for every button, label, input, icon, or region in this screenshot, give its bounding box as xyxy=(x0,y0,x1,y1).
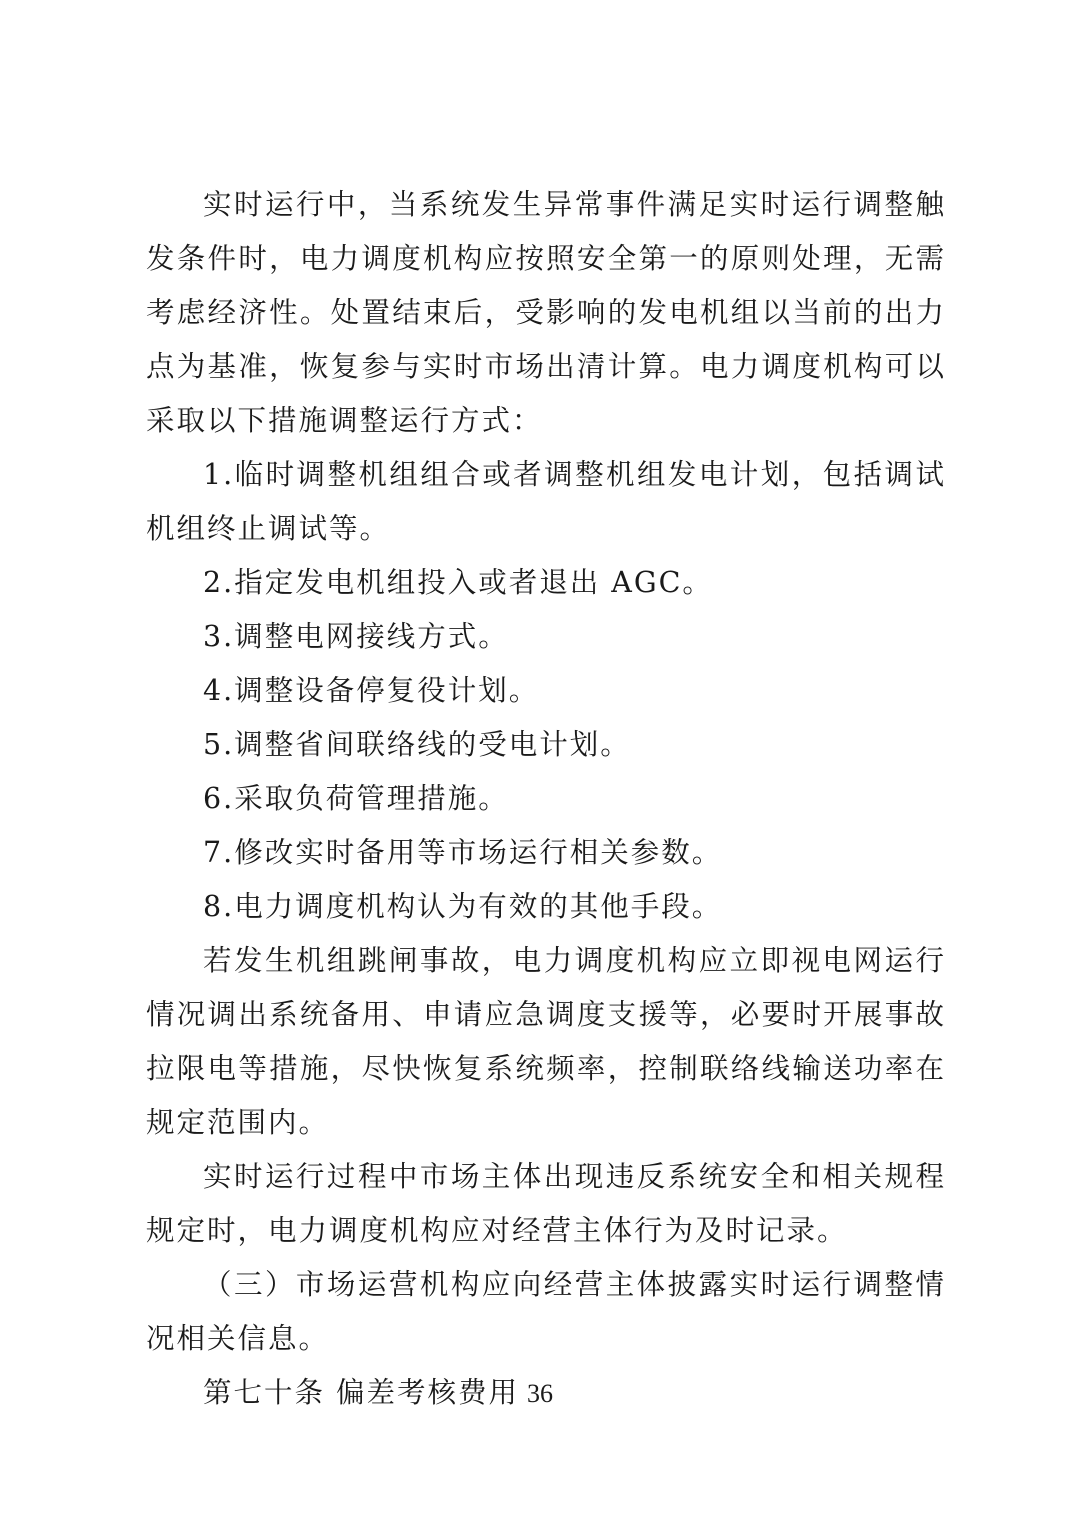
list-item-3: 3.调整电网接线方式。 xyxy=(203,620,509,653)
list-item-2: 2.指定发电机组投入或者退出 AGC。 xyxy=(203,566,713,599)
page-number: 36 xyxy=(527,1379,553,1408)
list-item-6: 6.采取负荷管理措施。 xyxy=(203,782,509,815)
paragraph-violation-record: 实时运行过程中市场主体出现违反系统安全和相关规程规定时，电力调度机构应对经营主体行为及时记录。 xyxy=(146,1160,946,1247)
paragraph-disclosure: （三）市场运营机构应向经营主体披露实时运行调整情况相关信息。 xyxy=(146,1268,946,1355)
list-item-8: 8.电力调度机构认为有效的其他手段。 xyxy=(203,890,723,923)
list-item-1: 1.临时调整机组组合或者调整机组发电计划，包括调试机组终止调试等。 xyxy=(146,458,946,545)
list-item-7: 7.修改实时备用等市场运行相关参数。 xyxy=(203,836,723,869)
document-body xyxy=(146,178,946,1420)
list-item-4: 4.调整设备停复役计划。 xyxy=(203,674,540,707)
paragraph-unit-trip: 若发生机组跳闸事故，电力调度机构应立即视电网运行情况调出系统备用、申请应急调度支援等，必要时开展事故拉限电等措施，尽快恢复系统频率，控制联络线输送功率在规定范围内。 xyxy=(146,944,946,1139)
list-item-5: 5.调整省间联络线的受电计划。 xyxy=(203,728,631,761)
article-heading: 第七十条 偏差考核费用 xyxy=(203,1376,520,1409)
paragraph-realtime-operation: 实时运行中，当系统发生异常事件满足实时运行调整触发条件时，电力调度机构应按照安全第一的原则处理，无需考虑经济性。处置结束后，受影响的发电机组以当前的出力点为基准，恢复参与实时市场出清计算。电力调度机构可以采取以下措施调整运行方式： xyxy=(146,188,946,437)
